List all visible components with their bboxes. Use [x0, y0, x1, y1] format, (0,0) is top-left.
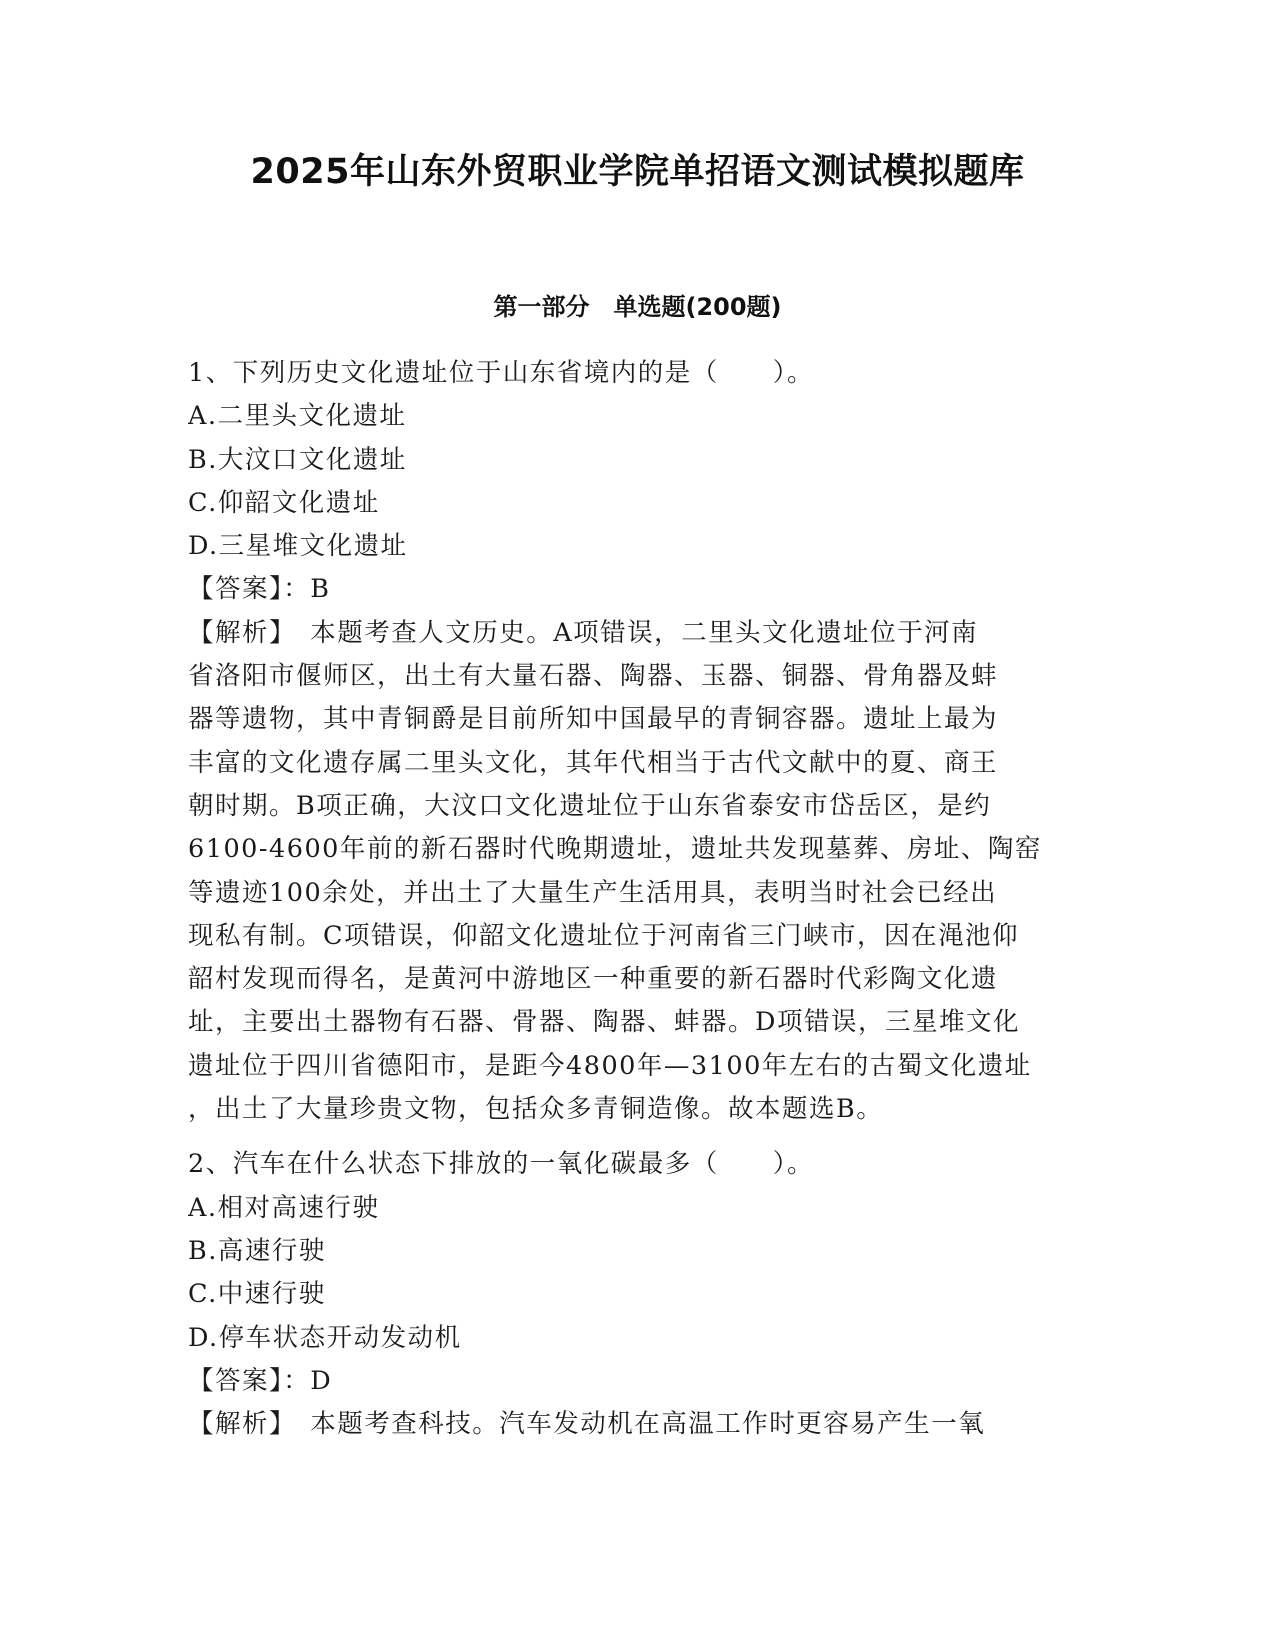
question-item — [188, 1143, 1088, 1446]
analysis-line: 6100-4600年前的新石器时代晚期遗址，遗址共发现墓葬、房址、陶窑 — [188, 834, 1042, 865]
option-b: B.大汶口文化遗址 — [188, 444, 407, 475]
option-b: B.高速行驶 — [188, 1235, 326, 1266]
analysis-line: 等遗迹100余处，并出土了大量生产生活用具，表明当时社会已经出 — [188, 877, 998, 908]
analysis-line: 朝时期。B项正确，大汶口文化遗址位于山东省泰安市岱岳区，是约 — [188, 790, 992, 821]
question-stem: 2、汽车在什么状态下排放的一氧化碳最多（ ）。 — [188, 1149, 814, 1180]
analysis-line: 【解析】 本题考查科技。汽车发动机在高温工作时更容易产生一氧 — [188, 1409, 986, 1440]
answer-line: 【答案】：B — [188, 574, 331, 605]
question-list — [188, 352, 1088, 1446]
analysis-line: 遗址位于四川省德阳市，是距今4800年—3100年左右的古蜀文化遗址 — [188, 1050, 1032, 1081]
document-title: 2025年山东外贸职业学院单招语文测试模拟题库 — [250, 152, 1025, 192]
analysis-line: 省洛阳市偃师区，出土有大量石器、陶器、玉器、铜器、骨角器及蚌 — [188, 661, 999, 692]
option-c: C.中速行驶 — [188, 1279, 326, 1310]
analysis-line: 【解析】 本题考查人文历史。A项错误，二里头文化遗址位于河南 — [188, 617, 979, 648]
section-title: 第一部分 单选题(200题) — [493, 293, 782, 321]
analysis-line: 现私有制。C项错误，仰韶文化遗址位于河南省三门峡市，因在渑池仰 — [188, 920, 1020, 951]
option-c: C.仰韶文化遗址 — [188, 487, 380, 518]
option-d: D.停车状态开动发动机 — [188, 1322, 462, 1353]
analysis-line: 址，主要出土器物有石器、骨器、陶器、蚌器。D项错误，三星堆文化 — [188, 1007, 1020, 1038]
answer-line: 【答案】：D — [188, 1365, 333, 1396]
analysis-line: 丰富的文化遗存属二里头文化，其年代相当于古代文献中的夏、商王 — [188, 747, 999, 778]
analysis-line: ，出土了大量珍贵文物，包括众多青铜造像。故本题选B。 — [188, 1094, 884, 1125]
analysis-line: 韶村发现而得名，是黄河中游地区一种重要的新石器时代彩陶文化遗 — [188, 964, 999, 995]
option-a: A.二里头文化遗址 — [188, 401, 407, 432]
option-a: A.相对高速行驶 — [188, 1192, 380, 1223]
option-d: D.三星堆文化遗址 — [188, 531, 408, 562]
question-item — [188, 352, 1088, 1131]
question-stem: 1、下列历史文化遗址位于山东省境内的是（ ）。 — [188, 358, 814, 388]
analysis-line: 器等遗物，其中青铜爵是目前所知中国最早的青铜容器。遗址上最为 — [188, 704, 999, 735]
